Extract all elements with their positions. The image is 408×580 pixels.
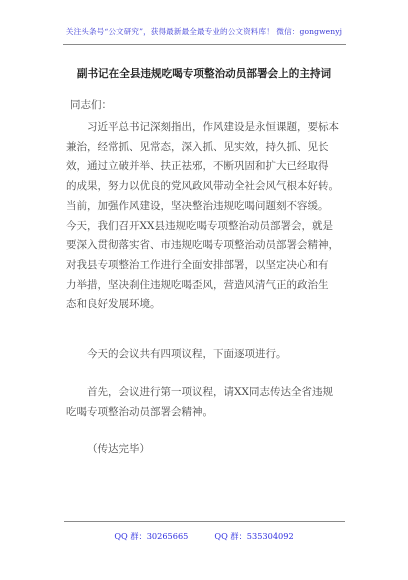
- footer-divider: [64, 521, 345, 522]
- text-line: 对我县专项整治工作进行全面安排部署，以坚定决心和有: [66, 258, 329, 271]
- paragraph-intro: [66, 118, 339, 315]
- page-title: 副书记在全县违规吃喝专项整治动员部署会上的主持词: [76, 68, 332, 80]
- paragraph-first-item: [66, 383, 333, 422]
- footer: [0, 531, 408, 542]
- header-banner: 关注头条号“公文研究”，获得最新最全最专业的公文资料库！ 微信：gongwenyj: [65, 27, 343, 36]
- paragraph-agenda: [66, 345, 287, 365]
- text-line: 今天，我们召开XX县违规吃喝专项整治动员部署会，就是: [66, 219, 333, 232]
- qq-group-2: QQ 群：535304092: [214, 531, 294, 541]
- qq-group-1: QQ 群：30265665: [114, 531, 189, 541]
- text-line: 吃喝专项整治动员部署会精神。: [66, 405, 213, 418]
- text-line: 要深入贯彻落实省、市违规吃喝专项整治动员部署会精神，: [66, 239, 339, 252]
- header-divider: [63, 44, 346, 45]
- text-line: 力举措，坚决刹住违规吃喝歪风，营造风清气正的政治生: [66, 278, 329, 291]
- text-line: 首先，会议进行第一项议程，请XX同志传达全省违规: [87, 386, 333, 398]
- paragraph-note: [66, 440, 150, 460]
- text-line: 兼治，经常抓、见常态，深入抓、见实效，持久抓、见长: [66, 140, 329, 153]
- text-line: 的成果，努力以优良的党风政风带动全社会风气根本好转。: [66, 180, 339, 193]
- text-line: 态和良好发展环境。: [66, 298, 161, 311]
- text-line: 当前，加强作风建设，坚决整治违规吃喝问题刻不容缓。: [66, 199, 329, 212]
- salutation: 同志们：: [70, 99, 112, 111]
- text-line: （传达完毕）: [87, 443, 150, 455]
- text-line: 习近平总书记深刻指出，作风建设是永恒课题，要标本: [87, 121, 339, 133]
- text-line: 效，通过立破并举、扶正祛邪，不断巩固和扩大已经取得: [66, 160, 329, 173]
- text-line: 今天的会议共有四项议程，下面逐项进行。: [87, 348, 287, 360]
